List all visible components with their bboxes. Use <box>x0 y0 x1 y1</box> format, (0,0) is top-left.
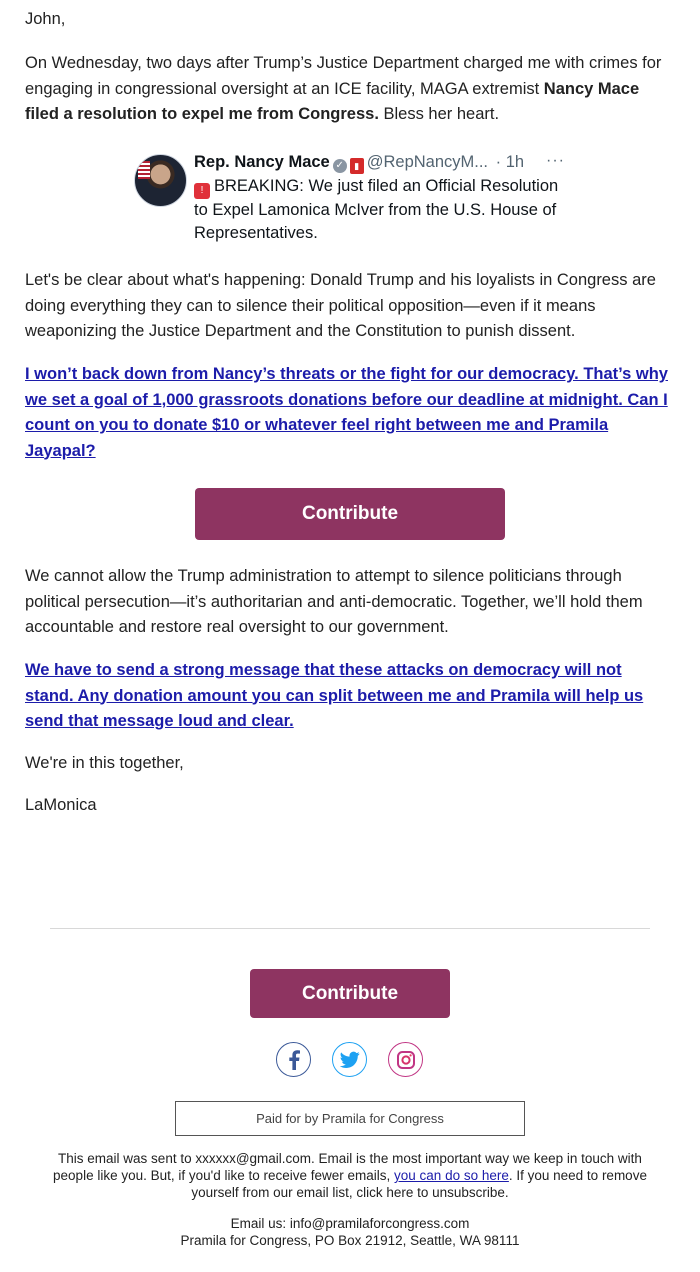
footer-address: Pramila for Congress, PO Box 21912, Seattle, WA 98111 <box>180 1233 520 1248</box>
tweet-time: · 1h <box>495 153 525 171</box>
footer-notice-text: This email was sent to xxxxxx@gmail.com. Email is the most important way we keep in touch with people like you. But, if you'd like to receive fewer emails, <box>53 1151 642 1183</box>
tweet-author-name: Rep. Nancy Mace <box>194 153 330 171</box>
footer-contribute-button[interactable]: Contribute <box>250 969 450 1018</box>
paid-for-disclaimer: Paid for by Pramila for Congress <box>175 1101 525 1136</box>
footer-notice-end: . If you need to remove yourself from our email list, click here to unsubscribe. <box>191 1168 647 1200</box>
footer-notice <box>50 1150 650 1201</box>
paragraph-context: Let's be clear about what's happening: Donald Trump and his loyalists in Congress are doing everything they can to silence their political opposition—even if it means weaponizing the Justice Department and the Constitution to punish dissent. <box>25 271 656 340</box>
tweet-header <box>194 152 524 174</box>
tweet-handle: @RepNancyM... <box>366 153 489 171</box>
tweet-text-container <box>194 175 574 244</box>
facebook-icon[interactable] <box>276 1042 311 1077</box>
closing-line: We're in this together, <box>25 754 184 772</box>
contribute-button[interactable]: Contribute <box>195 488 505 540</box>
more-options-icon[interactable]: ··· <box>546 152 565 169</box>
paragraph-intro-bold: Nancy Mace filed a resolution to expel me from Congress. <box>25 79 640 123</box>
signature: LaMonica <box>25 796 97 814</box>
paragraph-intro <box>25 51 670 128</box>
paragraph-persecution: We cannot allow the Trump administration to attempt to silence politicians through political persecution—it’s authoritarian and anti-democratic. Together, we’ll hold them accountable and restore real oversight to our government. <box>25 567 643 636</box>
fewer-emails-link[interactable]: you can do so here <box>394 1168 509 1183</box>
tweet-text: BREAKING: We just filed an Official Resolution to Expel Lamonica McIver from the U.S. House of Representatives. <box>194 177 559 242</box>
donate-link-2[interactable] <box>25 658 670 735</box>
donate-link-1[interactable] <box>25 362 670 464</box>
greeting: John, <box>25 10 66 28</box>
paragraph-intro-text: On Wednesday, two days after Trump’s Justice Department charged me with crimes for engaging in congressional oversight at an ICE facility, MAGA extremist <box>25 54 662 98</box>
footer-divider <box>50 928 650 929</box>
twitter-icon[interactable] <box>332 1042 367 1077</box>
embedded-tweet[interactable] <box>134 148 574 244</box>
government-badge-icon: ▮ <box>350 158 364 174</box>
footer-contact <box>50 1215 650 1249</box>
verified-badge-icon: ✓ <box>333 159 347 173</box>
paragraph-intro-end: Bless her heart. <box>378 105 500 123</box>
footer-email: Email us: info@pramilaforcongress.com <box>230 1216 470 1231</box>
donate-link-1-text[interactable]: I won’t back down from Nancy’s threats or the fight for our democracy. That’s why we set a goal of 1,000 grassroots donations before our deadline at midnight. Can I count on you to donate $10 or whatever feel right between me and Pramila Jayapal? <box>25 365 668 460</box>
instagram-icon[interactable] <box>388 1042 423 1077</box>
flag-icon <box>138 161 150 179</box>
siren-icon: ! <box>194 183 210 199</box>
donate-link-2-text[interactable]: We have to send a strong message that these attacks on democracy will not stand. Any donation amount you can split between me and Pramila will help us send that message loud and clear. <box>25 661 644 730</box>
tweet-avatar <box>134 154 187 207</box>
